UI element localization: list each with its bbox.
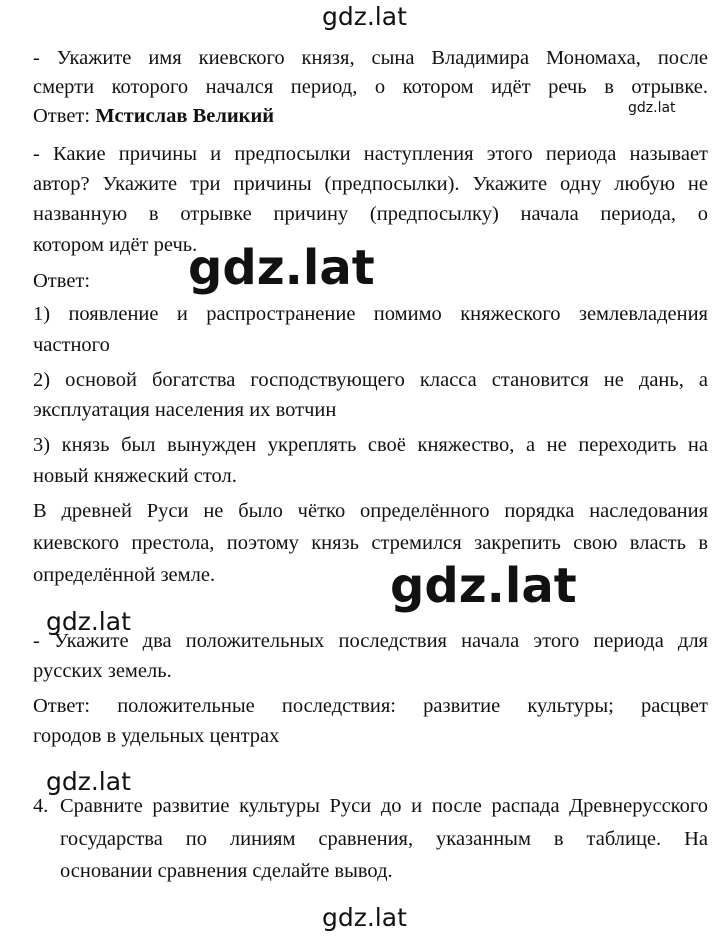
extra-cause-line-3: определённой земле. bbox=[33, 564, 216, 586]
question-4-line-1: Сравните развитие культуры Руси до и после распада Древнерусского bbox=[60, 795, 708, 817]
extra-cause-line-1: В древней Руси не было чётко определённого порядка наследования bbox=[33, 500, 708, 522]
question-4-number: 4. bbox=[33, 795, 49, 817]
question-4-line-3: основании сравнения сделайте вывод. bbox=[60, 860, 393, 882]
cause-2-line-2: эксплуатация населения их вотчин bbox=[33, 399, 337, 421]
watermark-small: gdz.lat bbox=[628, 100, 676, 116]
cause-2-line-1: 2) основой богатства господствующего класса становится не дань, а bbox=[33, 369, 708, 391]
watermark-large-1: gdz.lat bbox=[188, 240, 375, 296]
watermark-mid-2: gdz.lat bbox=[46, 767, 131, 796]
cause-3-line-2: новый княжеский стол. bbox=[33, 465, 237, 487]
answer-label-causes: Ответ: bbox=[33, 270, 91, 292]
question-prince-name-line-1: - Укажите имя киевского князя, сына Владимира Мономаха, после bbox=[33, 47, 708, 69]
question-causes-line-3: названную в отрывке причину (предпосылку) начала периода, о bbox=[33, 203, 708, 225]
watermark-mid-1: gdz.lat bbox=[46, 607, 131, 636]
question-consequences-line-1: - Укажите два положительных последствия начала этого периода для bbox=[33, 630, 708, 652]
answer-value: Мстислав Великий bbox=[95, 105, 275, 127]
question-causes-line-2: автор? Укажите три причины (предпосылки). Укажите одну любую не bbox=[33, 173, 708, 195]
question-prince-name-line-2: смерти которого начался период, о котором идёт речь в отрывке. bbox=[33, 76, 708, 98]
cause-1-line-1: 1) появление и распространение помимо княжеского землевладения bbox=[33, 303, 708, 325]
question-consequences-line-2: русских земель. bbox=[33, 660, 172, 682]
watermark-top: gdz.lat bbox=[322, 2, 407, 31]
cause-1-line-2: частного bbox=[33, 334, 110, 356]
watermark-bottom: gdz.lat bbox=[322, 903, 407, 932]
extra-cause-line-2: киевского престола, поэтому князь стремился закрепить свою власть в bbox=[33, 532, 708, 554]
watermark-large-2: gdz.lat bbox=[390, 558, 577, 614]
answer-consequences-line-1: Ответ: положительные последствия: развитие культуры; расцвет bbox=[33, 695, 708, 717]
question-causes-line-4: котором идёт речь. bbox=[33, 234, 198, 256]
question-causes-line-1: - Какие причины и предпосылки наступления этого периода называет bbox=[33, 143, 708, 165]
answer-consequences-line-2: городов в удельных центрах bbox=[33, 725, 280, 747]
answer-label: Ответ: bbox=[33, 105, 96, 127]
question-4-line-2: государства по линиям сравнения, указанным в таблице. На bbox=[60, 828, 708, 850]
answer-prince-name bbox=[33, 102, 708, 130]
cause-3-line-1: 3) князь был вынужден укреплять своё княжество, а не переходить на bbox=[33, 434, 708, 456]
